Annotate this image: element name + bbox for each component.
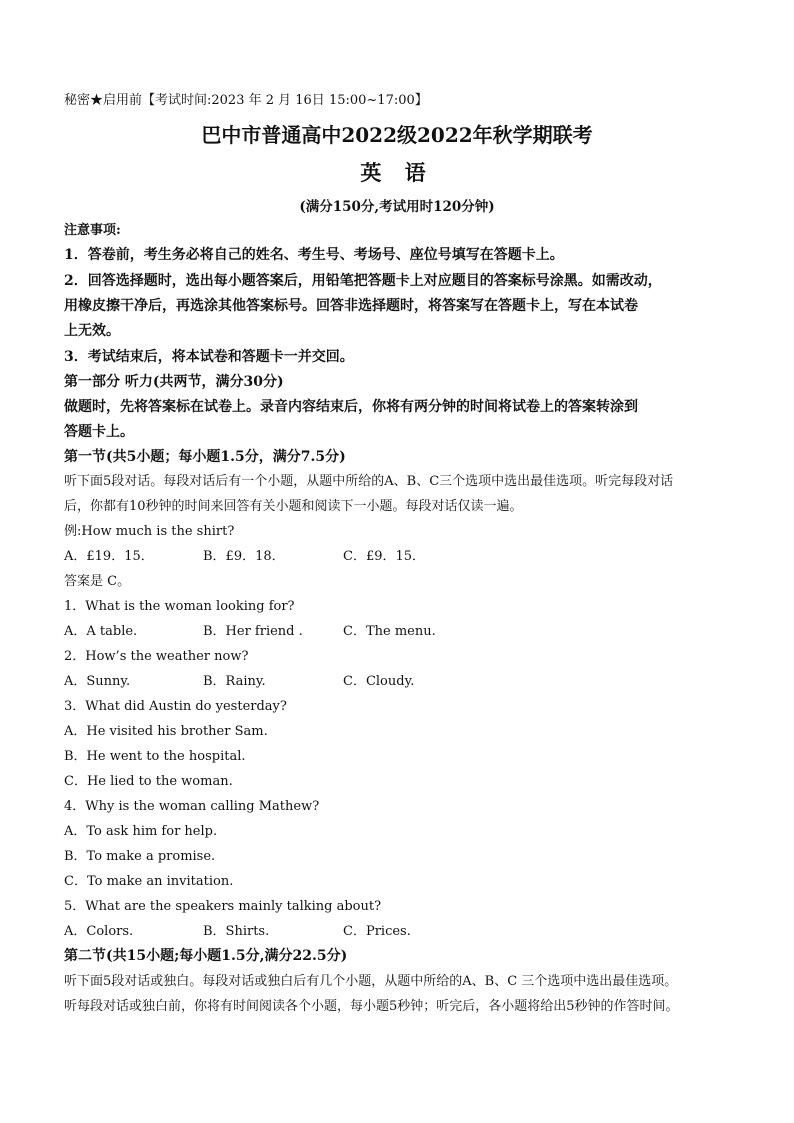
question-5-option-c: C．Prices. xyxy=(343,924,411,939)
example-question: 例:How much is the shirt? xyxy=(64,524,235,539)
question-2: 2．How’s the weather now? xyxy=(64,649,249,664)
notice-item-2-line-2: 用橡皮擦干净后，再选涂其他答案标号。回答非选择题时，将答案写在答题卡上，写在本试卷 xyxy=(64,298,638,314)
part1-intro-line-2: 答题卡上。 xyxy=(64,424,134,440)
exam-title: 巴中市普通高中2022级2022年秋学期联考 xyxy=(201,123,593,147)
example-option-a: A．£19．15． xyxy=(64,549,154,564)
section2-intro-line-1: 听下面5段对话或独白。每段对话或独白后有几个小题，从题中所给的A、B、C 三个选项中选出最佳选项。 xyxy=(64,974,678,989)
question-5-option-b: B．Shirts. xyxy=(203,924,270,939)
question-4: 4．Why is the woman calling Mathew? xyxy=(64,799,320,814)
question-1-option-a: A．A table. xyxy=(64,624,138,639)
question-4-option-c: C．To make an invitation. xyxy=(64,874,234,889)
question-1-option-b: B．Her friend . xyxy=(203,624,303,639)
notice-item-1: 1．答卷前，考生务必将自己的姓名、考生号、考场号、座位号填写在答题卡上。 xyxy=(64,247,564,263)
question-5: 5．What are the speakers mainly talking about? xyxy=(64,899,382,914)
notice-heading: 注意事项: xyxy=(64,223,121,238)
example-answer: 答案是 C。 xyxy=(64,574,131,589)
question-1-option-c: C．The menu. xyxy=(343,624,436,639)
example-option-c: C．£9．15． xyxy=(343,549,426,564)
secret-line: 秘密★启用前【考试时间:2023 年 2 月 16日 15:00~17:00】 xyxy=(64,93,428,108)
notice-item-2-line-3: 上无效。 xyxy=(64,323,120,339)
notice-item-3: 3．考试结束后，将本试卷和答题卡一并交回。 xyxy=(64,349,354,365)
question-4-option-b: B．To make a promise. xyxy=(64,849,216,864)
question-3-option-a: A．He visited his brother Sam. xyxy=(64,724,268,739)
score-time: (满分150分,考试用时120分钟) xyxy=(299,199,495,215)
question-3: 3．What did Austin do yesterday? xyxy=(64,699,287,714)
section1-intro-line-1: 听下面5段对话。每段对话后有一个小题，从题中所给的A、B、C三个选项中选出最佳选项。听完每段对话 xyxy=(64,474,674,489)
section1-heading: 第一节(共5小题；每小题1.5分，满分7.5分) xyxy=(64,449,346,465)
section1-intro-line-2: 后，你都有10秒钟的时间来回答有关小题和阅读下一小题。每段对话仅读一遍。 xyxy=(64,499,523,514)
question-3-option-c: C．He lied to the woman. xyxy=(64,774,233,789)
question-5-option-a: A．Colors. xyxy=(64,924,134,939)
question-4-option-a: A．To ask him for help. xyxy=(64,824,218,839)
part1-heading: 第一部分 听力(共两节，满分30分) xyxy=(64,374,284,390)
notice-item-2-line-1: 2．回答选择题时，选出每小题答案后，用铅笔把答题卡上对应题目的答案标号涂黑。如需改动， xyxy=(64,273,662,289)
question-2-option-a: A．Sunny. xyxy=(64,674,131,689)
question-2-option-c: C．Cloudy. xyxy=(343,674,415,689)
question-1: 1．What is the woman looking for? xyxy=(64,599,295,614)
section2-intro-line-2: 听每段对话或独白前，你将有时间阅读各个小题，每小题5秒钟；听完后，各小题将给出5秒钟的作答时间。 xyxy=(64,999,679,1014)
question-3-option-b: B．He went to the hospital. xyxy=(64,749,246,764)
question-2-option-b: B．Rainy. xyxy=(203,674,266,689)
section2-heading: 第二节(共15小题;每小题1.5分,满分22.5分) xyxy=(64,948,348,964)
example-option-b: B．£9．18． xyxy=(203,549,285,564)
subject-title: 英 语 xyxy=(360,160,434,185)
part1-intro-line-1: 做题时，先将答案标在试卷上。录音内容结束后，你将有两分钟的时间将试卷上的答案转涂到 xyxy=(64,399,638,415)
